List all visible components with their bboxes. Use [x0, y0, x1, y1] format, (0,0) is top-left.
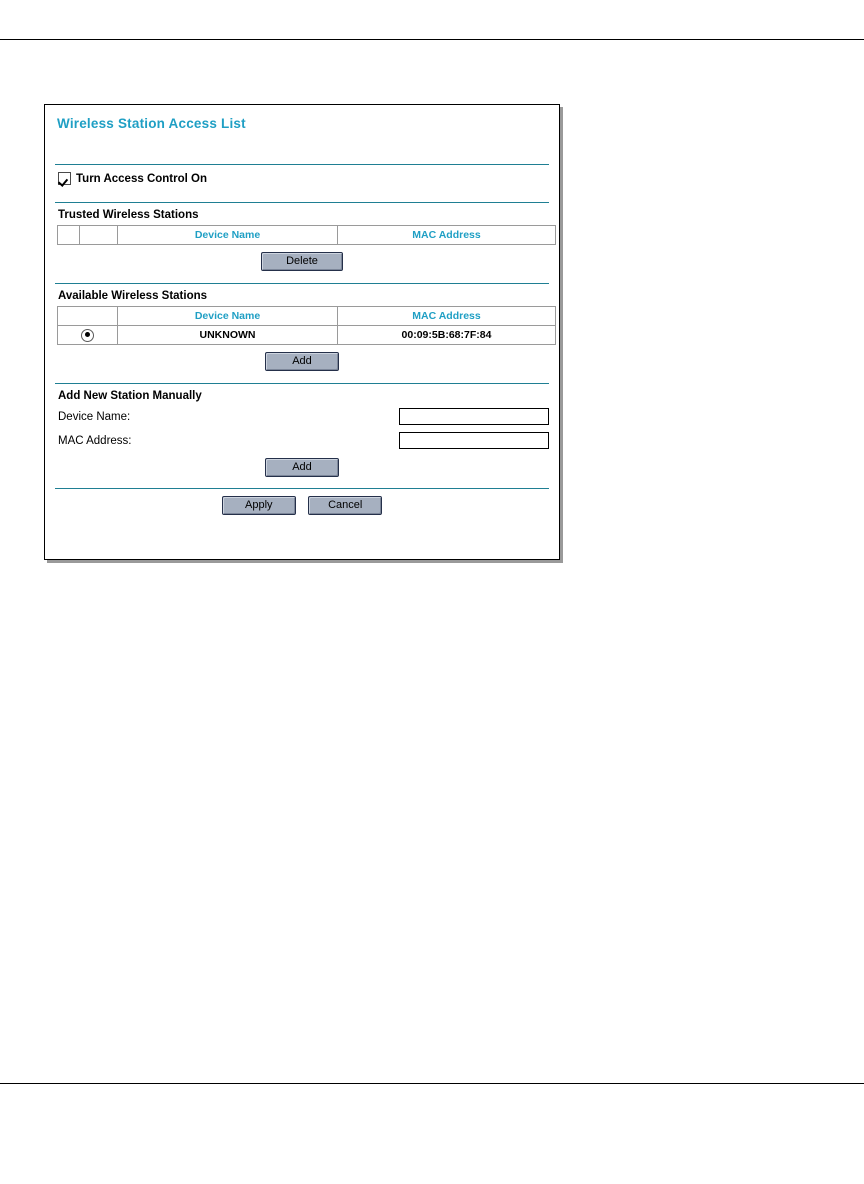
available-row-device-name: UNKNOWN — [118, 326, 338, 345]
add-new-station-heading: Add New Station Manually — [58, 390, 202, 402]
trusted-stations-table — [57, 225, 556, 245]
available-row-select-cell[interactable] — [58, 326, 118, 345]
delete-button[interactable]: Delete — [261, 252, 343, 271]
available-row-mac-address: 00:09:5B:68:7F:84 — [338, 326, 556, 345]
available-stations-heading: Available Wireless Stations — [58, 290, 208, 302]
available-col-select — [58, 307, 118, 326]
wireless-station-access-list-panel — [44, 104, 560, 560]
trusted-col-mac-address: MAC Address — [338, 226, 556, 245]
access-control-row[interactable] — [55, 165, 549, 191]
trusted-col-blank — [80, 226, 118, 245]
trusted-col-device-name: Device Name — [118, 226, 338, 245]
table-row[interactable] — [58, 326, 556, 345]
manual-actions — [55, 451, 549, 479]
mac-address-label: MAC Address: — [58, 434, 132, 447]
device-name-row — [55, 406, 549, 427]
add-available-station-button[interactable]: Add — [265, 352, 339, 371]
mac-address-row — [55, 430, 549, 451]
turn-access-control-on-label: Turn Access Control On — [76, 172, 207, 185]
table-header-row — [58, 307, 556, 326]
page-top-rule — [0, 39, 864, 40]
add-manual-station-button[interactable]: Add — [265, 458, 339, 477]
cancel-button[interactable]: Cancel — [308, 496, 382, 515]
footer-actions — [55, 489, 549, 517]
page-bottom-rule — [0, 1083, 864, 1084]
available-col-device-name: Device Name — [118, 307, 338, 326]
trusted-col-select — [58, 226, 80, 245]
trusted-stations-heading: Trusted Wireless Stations — [58, 209, 199, 221]
device-name-label: Device Name: — [58, 410, 131, 423]
trusted-actions — [55, 245, 549, 273]
apply-button[interactable]: Apply — [222, 496, 296, 515]
available-col-mac-address: MAC Address — [338, 307, 556, 326]
page-title: Wireless Station Access List — [57, 116, 246, 131]
station-radio-button[interactable] — [81, 329, 94, 342]
available-actions — [55, 345, 549, 373]
device-name-input[interactable] — [399, 408, 549, 425]
turn-access-control-on-checkbox[interactable] — [58, 172, 71, 185]
mac-address-input[interactable] — [399, 432, 549, 449]
available-stations-table — [57, 306, 556, 345]
table-header-row — [58, 226, 556, 245]
